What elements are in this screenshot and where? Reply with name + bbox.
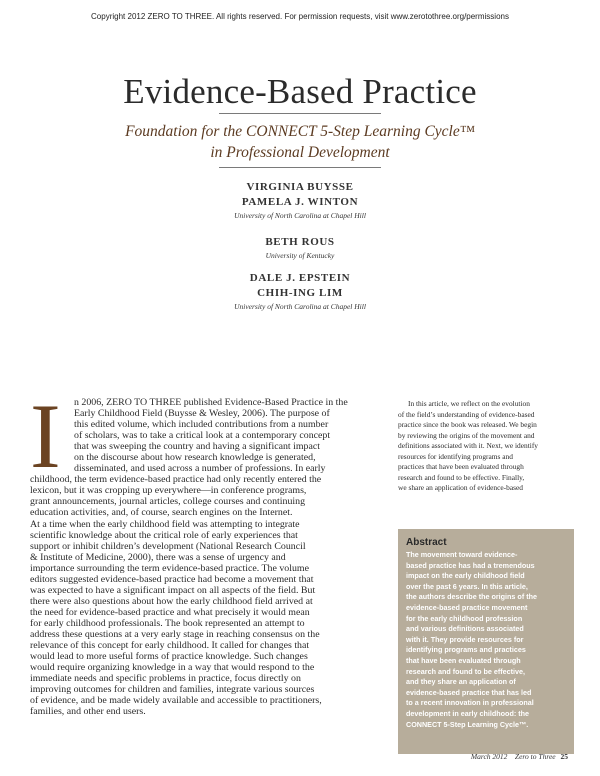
footer-date: March 2012 xyxy=(470,752,508,761)
page-footer xyxy=(471,752,568,761)
abstract-text xyxy=(406,550,566,730)
body-line: & Institute of Medicine, 2000), there was a sense of urgency and xyxy=(30,551,286,563)
body-line: scientific knowledge about the critical role of early experiences that xyxy=(30,529,298,541)
title-rule-bottom xyxy=(219,167,381,168)
author-affiliation: University of North Carolina at Chapel Hill xyxy=(234,211,366,220)
body-line: importance surrounding the term evidence-based practice. The volume xyxy=(30,562,309,574)
article-title: Evidence-Based Practice xyxy=(123,72,477,111)
body-line: immediate needs and specific problems in practice, focus directly on xyxy=(30,673,301,685)
author-group-2 xyxy=(0,235,600,261)
body-line: this edited volume, which included contributions from a number xyxy=(74,419,329,431)
abstract-line: and they share an application of xyxy=(406,677,516,687)
author-group-3 xyxy=(0,271,600,312)
sidebar-line: practice since the book was released. We begin xyxy=(398,420,537,429)
sidebar-line: by reviewing the origins of the movement and xyxy=(398,430,535,440)
abstract-line: CONNECT 5-Step Learning Cycle™. xyxy=(406,719,529,729)
subtitle-line-2: in Professional Development xyxy=(210,144,390,161)
author-name: CHIH-ING LIM xyxy=(257,287,343,299)
body-line: improving outcomes for children and families, integrate various sources xyxy=(30,684,315,696)
body-line: would require organizing knowledge in a way that would respond to the xyxy=(30,662,315,674)
author-affiliation: University of Kentucky xyxy=(265,251,335,260)
abstract-heading: Abstract xyxy=(406,537,447,548)
body-line: that was sweeping the country and having a significant impact xyxy=(74,441,320,453)
body-line: of scholars, was to take a critical look at a contemporary concept xyxy=(74,430,331,442)
title-rule-top xyxy=(219,113,381,114)
author-name: VIRGINIA BUYSSE xyxy=(246,181,354,193)
copyright-notice: Copyright 2012 ZERO TO THREE. All rights reserved. For permission requests, visit www.zerotothree.org/permissions xyxy=(91,12,509,21)
sidebar-line: In this article, we reflect on the evolution xyxy=(408,399,530,408)
body-line: grant announcements, journal articles, college courses and continuing xyxy=(30,496,306,508)
sidebar-line: definitions associated with it. Next, we identify xyxy=(398,441,538,450)
body-line: disseminated, and used across a number of professions. In early xyxy=(74,463,326,475)
abstract-line: evidence-based practice that has led xyxy=(406,687,532,697)
abstract-line: research and found to be effective, xyxy=(406,666,526,676)
page-number: 25 xyxy=(560,752,568,761)
abstract-line: the authors describe the origins of the xyxy=(406,592,537,602)
body-line: for early childhood professionals. The book represented an attempt to xyxy=(30,617,305,629)
body-line: the need for evidence-based practice and what precisely it would mean xyxy=(30,606,310,618)
footer-journal: Zero to Three xyxy=(514,752,556,761)
abstract-line: identifying programs and practices xyxy=(406,645,526,655)
body-line: lexicon, but it was cropping up everywhere—in conference programs, xyxy=(30,485,307,497)
abstract-line: development in early childhood: the xyxy=(406,708,530,718)
body-line: Early Childhood Field (Buysse & Wesley, 2006). The purpose of xyxy=(74,408,330,420)
author-group-1 xyxy=(0,180,600,221)
abstract-line: for the early childhood profession xyxy=(406,613,523,623)
body-line: on the discourse about how research knowledge is generated, xyxy=(74,452,316,464)
body-line: At a time when the early childhood field was attempting to integrate xyxy=(30,518,300,530)
body-line: families, and other end users. xyxy=(30,706,146,718)
sidebar-line: resources for identifying programs and xyxy=(398,451,513,461)
abstract-line: to a recent innovation in professional xyxy=(406,698,534,708)
sidebar-text xyxy=(398,399,574,494)
abstract-line: evidence-based practice movement xyxy=(406,602,528,612)
author-affiliation: University of North Carolina at Chapel Hill xyxy=(234,302,366,311)
body-line: was expected to have a significant impact on all aspects of the field. But xyxy=(30,584,316,596)
abstract-line: that have been evaluated through xyxy=(406,655,521,665)
body-line: address these questions at a very early stage in reaching consensus on the xyxy=(30,628,320,640)
abstract-line: and various definitions associated xyxy=(406,624,524,634)
body-line: of evidence, and be made widely available and accessible to practitioners, xyxy=(30,695,322,707)
author-name: BETH ROUS xyxy=(265,236,335,248)
body-text xyxy=(30,385,386,718)
body-line: there were also questions about how the early childhood field arrived at xyxy=(30,595,313,607)
body-line: would lead to more useful forms of practice knowledge. Such changes xyxy=(30,651,308,663)
body-line: education activities, and, of course, search engines on the Internet. xyxy=(30,507,293,519)
abstract-line: impact on the early childhood field xyxy=(406,571,525,581)
body-line: childhood, the term evidence-based practice had only recently entered the xyxy=(30,474,322,486)
abstract-line: with it. They provide resources for xyxy=(406,634,524,644)
body-line: relevance of this concept for early childhood. It called for changes that xyxy=(30,640,310,652)
sidebar-line: practices that have been evaluated through xyxy=(398,462,524,471)
article-subtitle xyxy=(0,121,600,163)
abstract-line: based practice has had a tremendous xyxy=(406,560,535,570)
abstract-box xyxy=(398,529,574,754)
author-name: DALE J. EPSTEIN xyxy=(249,272,351,284)
drop-cap: I xyxy=(30,385,61,487)
sidebar-line: of the field’s understanding of evidence-based xyxy=(398,409,535,419)
sidebar-line: research and found to be effective. Finally, xyxy=(398,472,525,482)
abstract-line: over the past 6 years. In this article, xyxy=(406,581,528,591)
abstract-line: The movement toward evidence- xyxy=(406,550,518,559)
body-line: support or inhibit children’s development (National Research Council xyxy=(30,540,306,552)
body-line: n 2006, ZERO TO THREE published Evidence-Based Practice in the xyxy=(74,397,348,408)
author-name: PAMELA J. WINTON xyxy=(241,196,359,208)
body-line: editors suggested evidence-based practice had become a movement that xyxy=(30,573,314,585)
subtitle-line-1: Foundation for the CONNECT 5-Step Learning Cycle™ xyxy=(125,123,475,140)
sidebar-line: we share an application of evidence-based xyxy=(398,483,523,492)
